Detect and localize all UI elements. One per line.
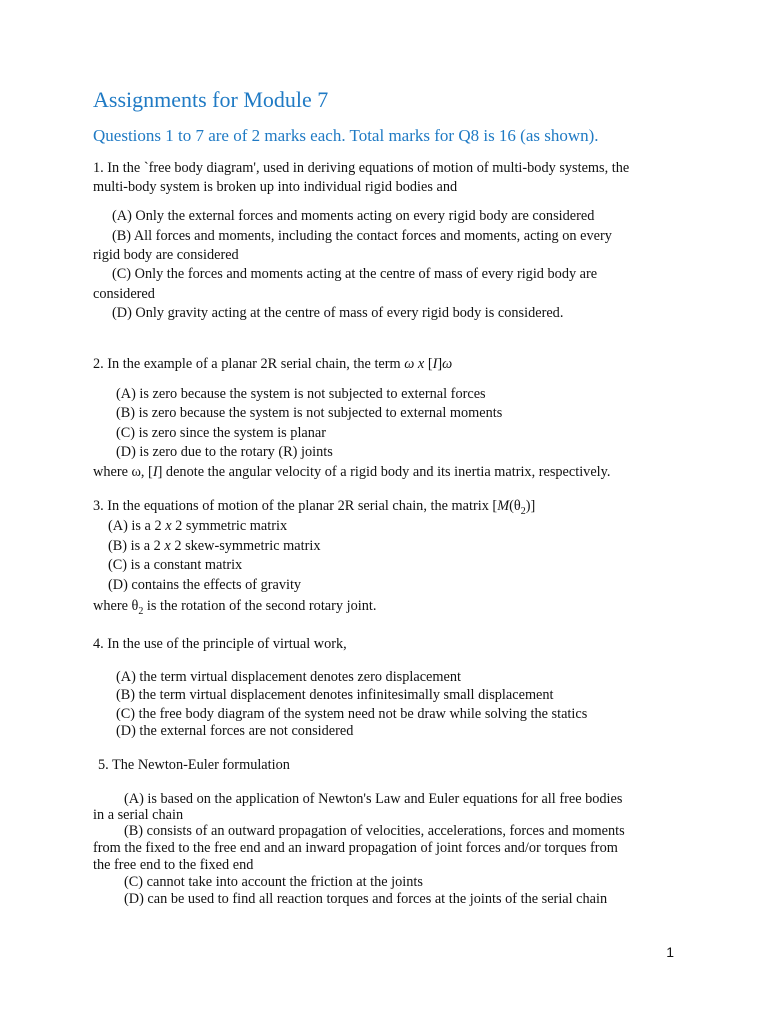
marks-instruction: Questions 1 to 7 are of 2 marks each. Total marks for Q8 is 16 (as shown). (93, 126, 599, 145)
q5-option-b-line-2: from the fixed to the free end and an inward propagation of joint forces and/or torques from (93, 840, 618, 856)
q2-option-a: (A) is zero because the system is not subjected to external forces (116, 386, 486, 402)
q3-option-b: (B) is a 2 x 2 skew-symmetric matrix (108, 538, 321, 554)
q1-option-b-line-2: rigid body are considered (93, 247, 239, 263)
q1-option-b-line-1: (B) All forces and moments, including the contact forces and moments, acting on every (112, 228, 612, 244)
q3-where-note: where $\theta_2$ is the rotation of the second rotary joint. (93, 598, 377, 617)
q5-option-b-line-1: (B) consists of an outward propagation of velocities, accelerations, forces and moments (124, 823, 625, 839)
q5-stem: 5. The Newton-Euler formulation (98, 757, 290, 773)
page-number: 1 (666, 944, 674, 960)
q5-option-a-line-2: in a serial chain (93, 807, 184, 823)
q2-where-note: where ω, [I] denote the angular velocity of a rigid body and its inertia matrix, respectively. (93, 464, 611, 480)
q3-stem: 3. In the equations of motion of the planar 2R serial chain, the matrix $[M(\theta_2)]$ (93, 498, 536, 517)
q1-stem-line-2: multi-body system is broken up into individual rigid bodies and (93, 179, 458, 195)
q1-stem-line-1: 1. In the `free body diagram', used in deriving equations of motion of multi-body systems, the (93, 160, 630, 176)
q2-option-b: (B) is zero because the system is not subjected to external moments (116, 405, 503, 421)
q1-option-d: (D) Only gravity acting at the centre of mass of every rigid body is considered. (112, 305, 564, 321)
q4-option-a: (A) the term virtual displacement denotes zero displacement (116, 669, 461, 685)
q5-option-b-line-3: the free end to the fixed end (93, 857, 254, 873)
q3-option-a: (A) is a 2 x 2 symmetric matrix (108, 518, 288, 534)
q4-option-c: (C) the free body diagram of the system need not be draw while solving the statics (116, 706, 588, 722)
q4-option-d: (D) the external forces are not considered (116, 723, 354, 739)
q5-option-d: (D) can be used to find all reaction torques and forces at the joints of the serial chain (124, 891, 608, 907)
q3-option-c: (C) is a constant matrix (108, 557, 243, 573)
q1-option-c-line-2: considered (93, 286, 155, 302)
q2-option-c: (C) is zero since the system is planar (116, 425, 327, 441)
page-title: Assignments for Module 7 (93, 87, 329, 112)
q1-option-a: (A) Only the external forces and moments acting on every rigid body are considered (112, 208, 595, 224)
q3-option-d: (D) contains the effects of gravity (108, 577, 302, 593)
q4-option-b: (B) the term virtual displacement denotes infinitesimally small displacement (116, 687, 554, 703)
q5-option-a-line-1: (A) is based on the application of Newton's Law and Euler equations for all free bodies (124, 791, 623, 807)
q2-stem: 2. In the example of a planar 2R serial chain, the term ω x [I]ω (93, 356, 453, 372)
q1-option-c-line-1: (C) Only the forces and moments acting at the centre of mass of every rigid body are (112, 266, 598, 282)
q4-stem: 4. In the use of the principle of virtual work, (93, 636, 347, 652)
q5-option-c: (C) cannot take into account the friction at the joints (124, 874, 423, 890)
q2-option-d: (D) is zero due to the rotary (R) joints (116, 444, 333, 460)
